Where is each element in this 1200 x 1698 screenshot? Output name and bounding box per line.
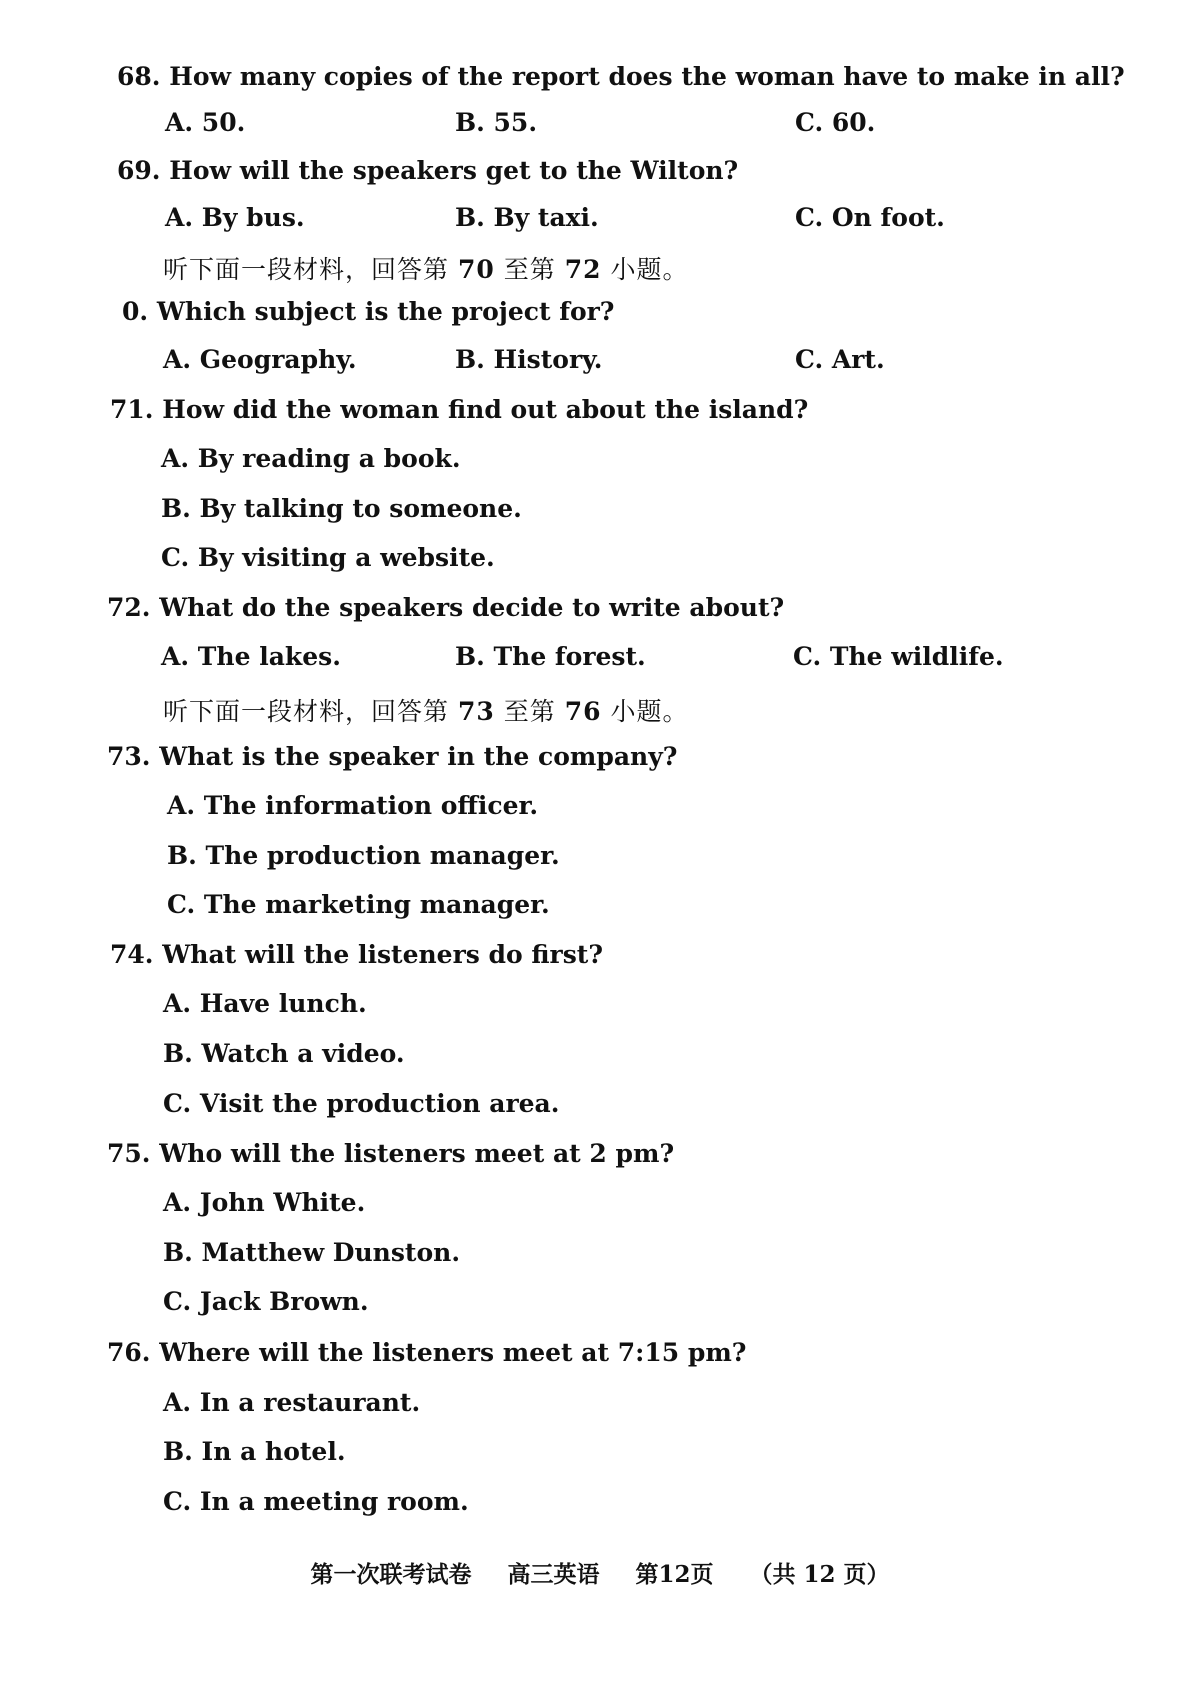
footer-subject: 高三英语	[507, 1561, 600, 1588]
option-c: C. 60.	[795, 108, 876, 137]
question-number: 69.	[117, 156, 161, 185]
question-75	[107, 1139, 674, 1168]
option-a: A. The lakes.	[161, 642, 341, 671]
question-number: 73.	[107, 742, 151, 771]
option-b: B. History.	[455, 345, 603, 374]
question-number: 75.	[107, 1139, 151, 1168]
option-b: B. By talking to someone.	[161, 494, 522, 523]
instruction-to: 72	[564, 255, 602, 284]
question-number: 0.	[122, 297, 149, 326]
footer-page-total: （共 12 页）	[749, 1561, 890, 1588]
option-b: B. 55.	[455, 108, 538, 137]
instruction-from: 70	[457, 255, 495, 284]
option-a: A. In a restaurant.	[163, 1388, 421, 1417]
option-a: A. The information officer.	[167, 791, 539, 820]
option-c: C. The wildlife.	[793, 642, 1004, 671]
option-a: A. Have lunch.	[163, 989, 367, 1018]
section-instruction	[163, 692, 688, 728]
option-c: C. Art.	[795, 345, 885, 374]
question-70	[122, 297, 614, 326]
option-c: C. In a meeting room.	[163, 1487, 469, 1516]
option-b: B. The production manager.	[167, 841, 560, 870]
option-a: A. John White.	[163, 1188, 366, 1217]
instruction-to: 76	[564, 697, 602, 726]
section-instruction	[163, 250, 688, 286]
instruction-text: 小题。	[610, 255, 689, 284]
option-a: A. Geography.	[163, 345, 357, 374]
question-text: How did the woman find out about the island?	[162, 395, 809, 424]
page-footer	[0, 1556, 1200, 1589]
question-76	[107, 1338, 746, 1367]
question-74	[110, 940, 603, 969]
instruction-text: 听下面一段材料，回答第	[163, 697, 450, 726]
question-73	[107, 742, 677, 771]
option-b: B. The forest.	[455, 642, 646, 671]
question-text: What will the listeners do first?	[162, 940, 604, 969]
question-number: 71.	[110, 395, 154, 424]
question-number: 76.	[107, 1338, 151, 1367]
option-a: A. By bus.	[165, 203, 305, 232]
question-text: Who will the listeners meet at 2 pm?	[159, 1139, 675, 1168]
question-text: How will the speakers get to the Wilton?	[169, 156, 739, 185]
instruction-from: 73	[457, 697, 495, 726]
option-c: C. Jack Brown.	[163, 1287, 369, 1316]
instruction-text: 听下面一段材料，回答第	[163, 255, 450, 284]
option-b: B. By taxi.	[455, 203, 599, 232]
option-b: B. Matthew Dunston.	[163, 1238, 461, 1267]
footer-exam-name: 第一次联考试卷	[310, 1561, 472, 1588]
footer-page-number: 第12页	[635, 1561, 714, 1588]
option-c: C. By visiting a website.	[161, 543, 495, 572]
question-71	[110, 395, 808, 424]
option-c: C. The marketing manager.	[167, 890, 550, 919]
question-text: Which subject is the project for?	[156, 297, 615, 326]
option-b: B. In a hotel.	[163, 1437, 346, 1466]
question-69	[117, 156, 738, 185]
question-72	[107, 593, 784, 622]
question-text: What do the speakers decide to write about?	[159, 593, 785, 622]
instruction-text: 小题。	[610, 697, 689, 726]
instruction-text: 至第	[503, 255, 556, 284]
option-b: B. Watch a video.	[163, 1039, 405, 1068]
question-68	[117, 62, 1125, 91]
question-number: 68.	[117, 62, 161, 91]
question-text: What is the speaker in the company?	[159, 742, 678, 771]
question-text: Where will the listeners meet at 7:15 pm?	[159, 1338, 747, 1367]
question-number: 74.	[110, 940, 154, 969]
instruction-text: 至第	[503, 697, 556, 726]
option-c: C. On foot.	[795, 203, 945, 232]
option-a: A. By reading a book.	[161, 444, 461, 473]
question-number: 72.	[107, 593, 151, 622]
option-a: A. 50.	[165, 108, 246, 137]
question-text: How many copies of the report does the woman have to make in all?	[169, 62, 1125, 91]
option-c: C. Visit the production area.	[163, 1089, 560, 1118]
